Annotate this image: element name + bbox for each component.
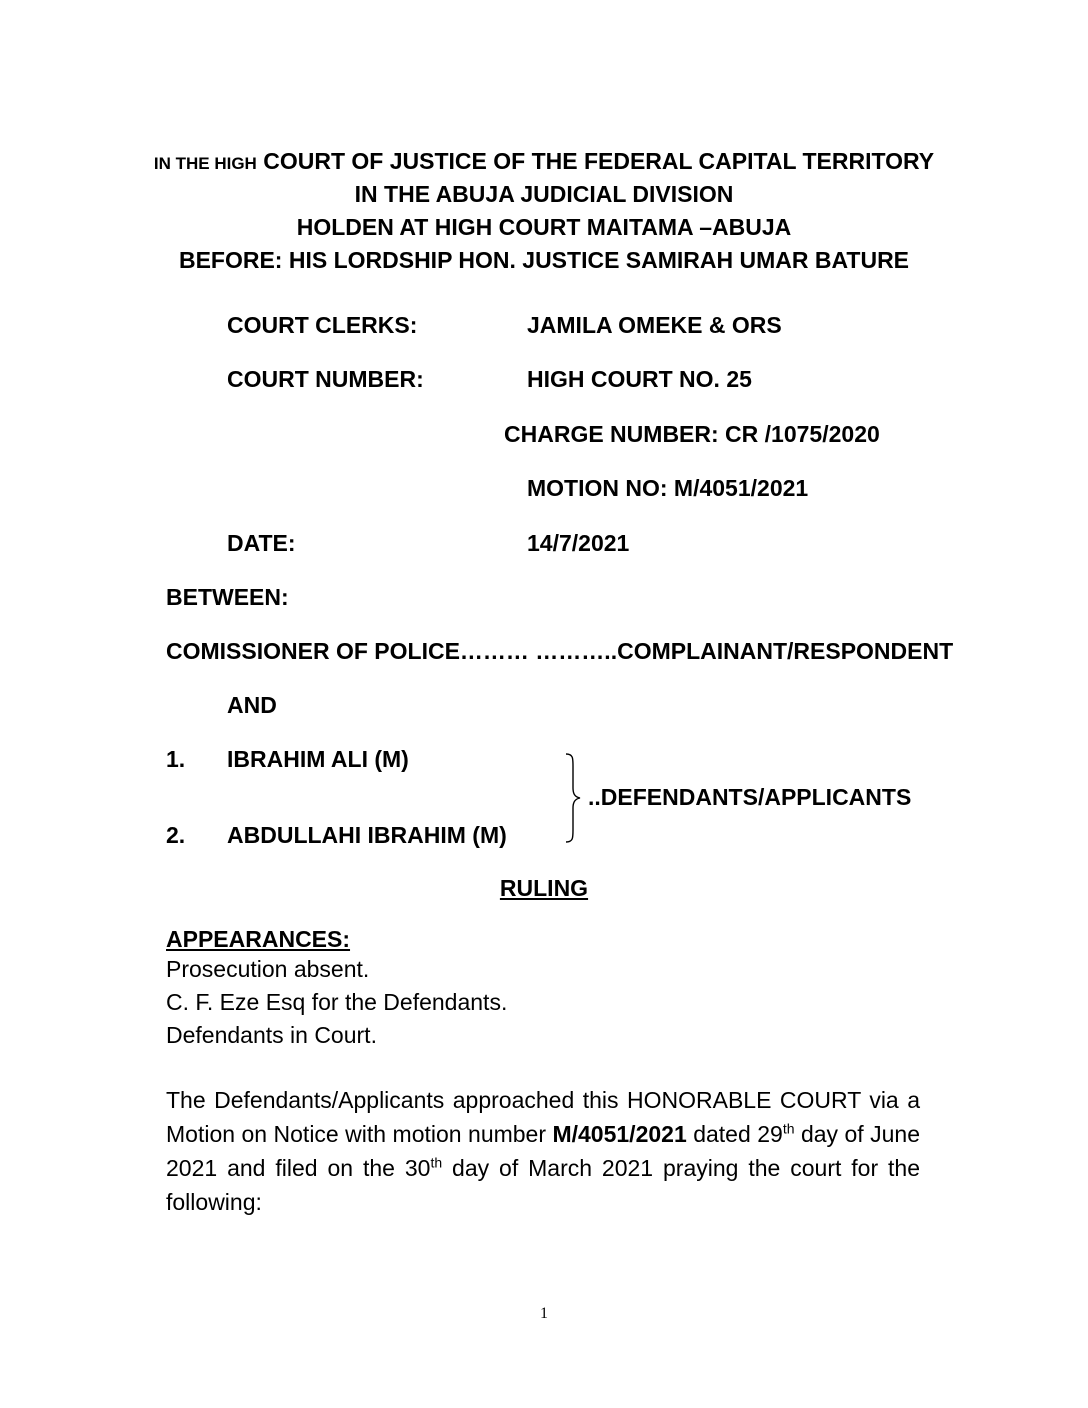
appearances-heading: APPEARANCES:: [166, 926, 351, 952]
appearance-line-2: C. F. Eze Esq for the Defendants.: [166, 989, 508, 1015]
paragraph-text-a: The Defendants/Applicants approached this HONORABLE COURT via a Motion on Notice with motion number: [166, 1087, 920, 1147]
charge-number: CHARGE NUMBER: CR /1075/2020: [504, 421, 880, 447]
court-number-label: COURT NUMBER:: [227, 366, 424, 392]
defendant-name-2: ABDULLAHI IBRAHIM (M): [227, 822, 507, 848]
court-title-prefix: IN THE HIGH: [153, 154, 257, 173]
paragraph-text-b: dated 29: [686, 1121, 783, 1147]
date-label: DATE:: [227, 530, 296, 556]
paragraph-text-c: day of June 2021 and filed on the 30: [166, 1121, 921, 1181]
page-number: 1: [540, 1305, 548, 1322]
court-title-line-1: [0, 146, 1088, 179]
defendant-number-2: 2.: [166, 822, 186, 848]
right-curly-brace-icon: [560, 752, 584, 844]
defendants-role: ..DEFENDANTS/APPLICANTS: [588, 784, 912, 810]
court-clerks-label: COURT CLERKS:: [227, 312, 418, 338]
holden-at: HOLDEN AT HIGH COURT MAITAMA –ABUJA: [296, 214, 792, 240]
paragraph-sup-1: th: [782, 1120, 795, 1137]
complainant-line: COMISSIONER OF POLICE……… ………..COMPLAINANT/RESPONDENT: [166, 638, 954, 664]
and-label: AND: [227, 692, 277, 718]
motion-number: MOTION NO: M/4051/2021: [527, 475, 809, 501]
judicial-division: IN THE ABUJA JUDICIAL DIVISION: [354, 181, 734, 207]
ruling-title: RULING: [499, 875, 589, 901]
appearance-line-3: Defendants in Court.: [166, 1022, 377, 1048]
ruling-paragraph-1: [166, 1083, 920, 1219]
paragraph-text-d: day of March 2021 praying the court for the following:: [166, 1155, 921, 1215]
defendant-number-1: 1.: [166, 746, 186, 772]
paragraph-motion-number: M/4051/2021: [552, 1121, 687, 1147]
appearance-line-1: Prosecution absent.: [166, 956, 370, 982]
between-label: BETWEEN:: [166, 584, 289, 610]
court-clerks-value: JAMILA OMEKE & ORS: [527, 312, 782, 338]
court-title-main: COURT OF JUSTICE OF THE FEDERAL CAPITAL TERRITORY: [263, 148, 935, 174]
before-judge: BEFORE: HIS LORDSHIP HON. JUSTICE SAMIRAH UMAR BATURE: [178, 247, 910, 273]
paragraph-sup-2: th: [430, 1154, 443, 1171]
court-number-value: HIGH COURT NO. 25: [527, 366, 752, 392]
defendant-name-1: IBRAHIM ALI (M): [227, 746, 409, 772]
date-value: 14/7/2021: [527, 530, 630, 556]
